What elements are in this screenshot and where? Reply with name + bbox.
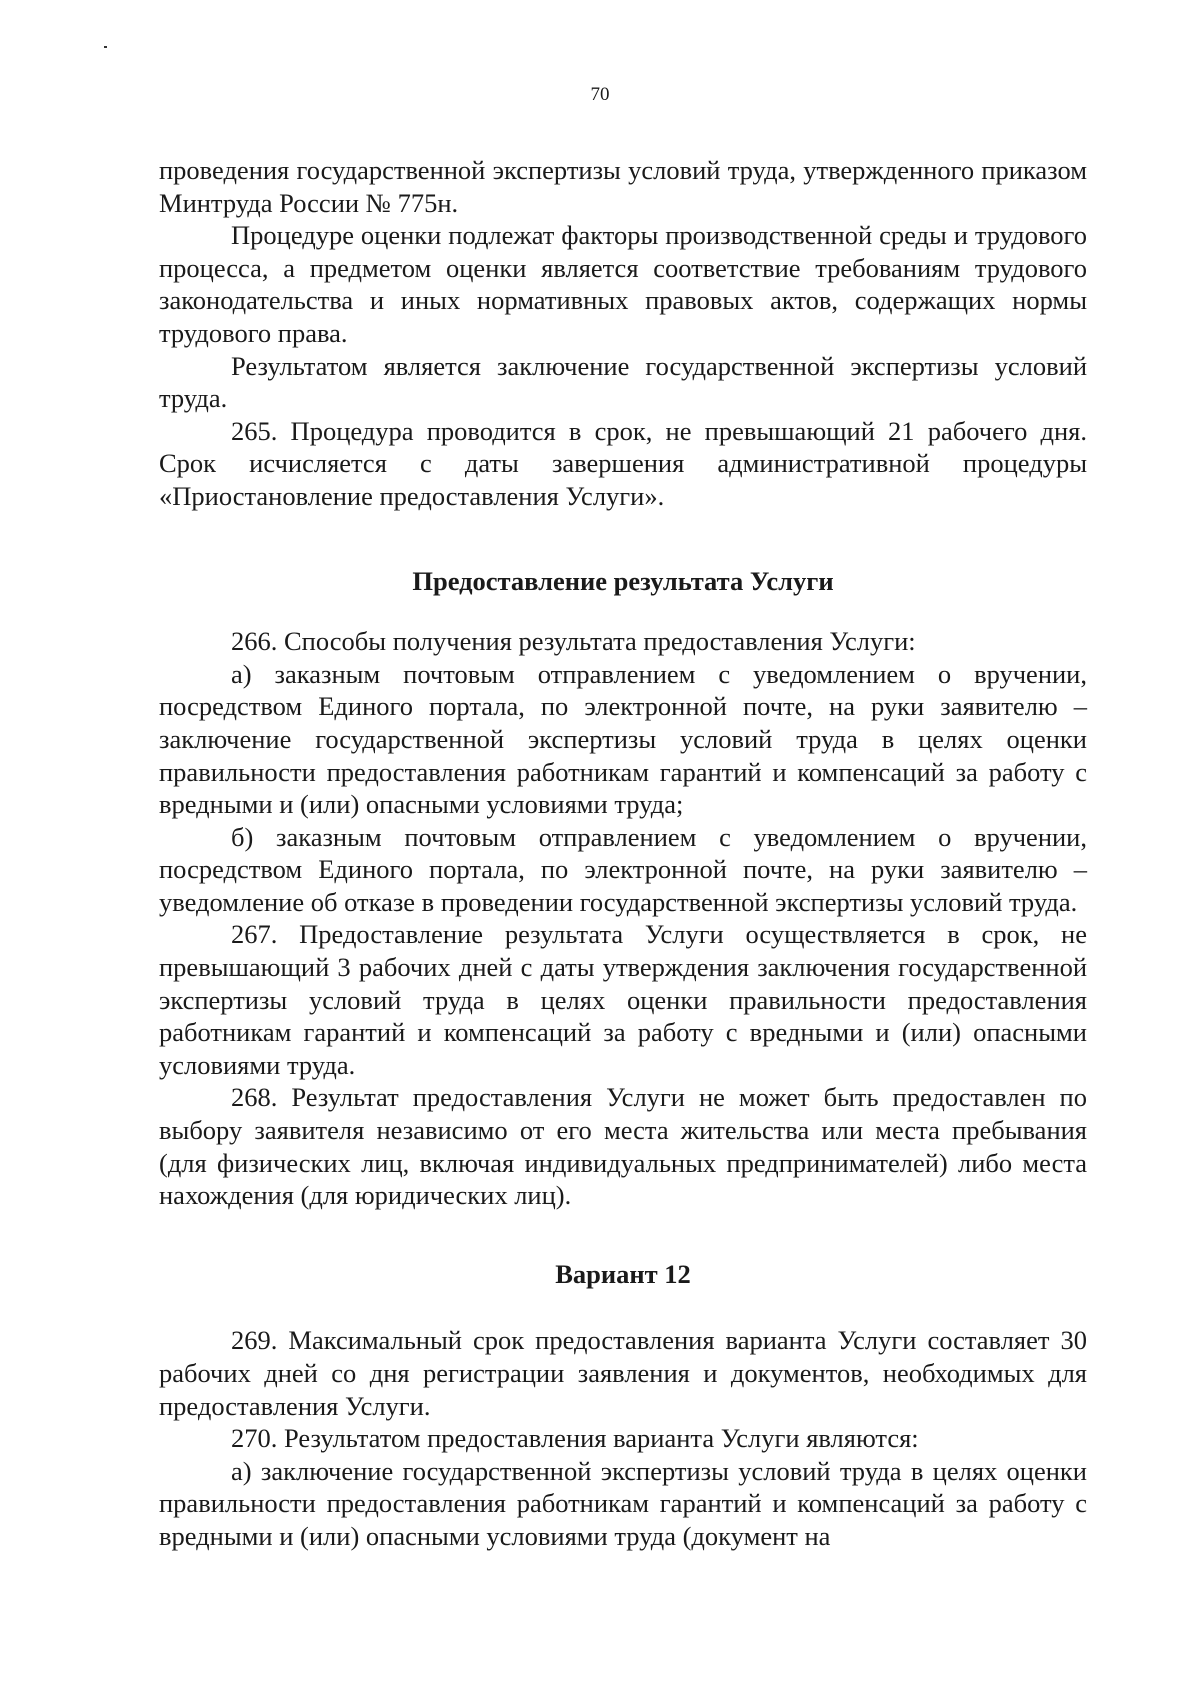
paragraph-266: 266. Способы получения результата предоставления Услуги: [231, 626, 916, 657]
paragraph-267: 267. Предоставление результата Услуги осуществляется в срок, не превышающий 3 рабочих дней с даты утверждения заключения государственной экспертизы условий труда в целях оценки правильности предоставления работникам гарантий и компенсаций за работу с вредными и (или) опасными условиями труда. [159, 919, 1087, 1080]
paragraph: Результатом является заключение государственной экспертизы условий труда. [159, 350, 1087, 414]
document-body [159, 154, 1087, 1553]
paragraph-269: 269. Максимальный срок предоставления варианта Услуги составляет 30 рабочих дней со дня регистрации заявления и документов, необходимых для предоставления Услуги. [159, 1325, 1087, 1421]
paragraph-270-a: а) заключение государственной экспертизы условий труда в целях оценки правильности предоставления работникам гарантий и компенсаций за работу с вредными и (или) опасными условиями труда (документ на [159, 1455, 1087, 1551]
page-number: 70 [590, 84, 610, 105]
paragraph-266-b: б) заказным почтовым отправлением с уведомлением о вручении, посредством Единого портала, по электронной почте, на руки заявителю – уведомление об отказе в проведении государственной экспертизы условий труда. [159, 821, 1087, 917]
paragraph: Процедуре оценки подлежат факторы производственной среды и трудового процесса, а предметом оценки является соответствие требованиям трудового законодательства и иных нормативных правовых актов, содержащих нормы трудового права. [159, 220, 1087, 348]
paragraph-270: 270. Результатом предоставления варианта Услуги являются: [231, 1423, 919, 1454]
paragraph-265: 265. Процедура проводится в срок, не превышающий 21 рабочего дня. Срок исчисляется с даты завершения административной процедуры «Приостановление предоставления Услуги». [159, 415, 1087, 511]
paragraph: проведения государственной экспертизы условий труда, утвержденного приказом Минтруда России № 775н. [159, 155, 1087, 218]
section-heading-result: Предоставление результата Услуги [412, 565, 834, 596]
scan-speck [104, 46, 107, 48]
section-heading-variant-12: Вариант 12 [555, 1258, 691, 1289]
paragraph-268: 268. Результат предоставления Услуги не может быть предоставлен по выбору заявителя независимо от его места жительства или места пребывания (для физических лиц, включая индивидуальных предпринимателей) либо места нахождения (для юридических лиц). [159, 1082, 1087, 1211]
paragraph-266-a: а) заказным почтовым отправлением с уведомлением о вручении, посредством Единого портала, по электронной почте, на руки заявителю – заключение государственной экспертизы условий труда в целях оценки правильности предоставления работникам гарантий и компенсаций за работу с вредными и (или) опасными условиями труда; [159, 658, 1087, 820]
